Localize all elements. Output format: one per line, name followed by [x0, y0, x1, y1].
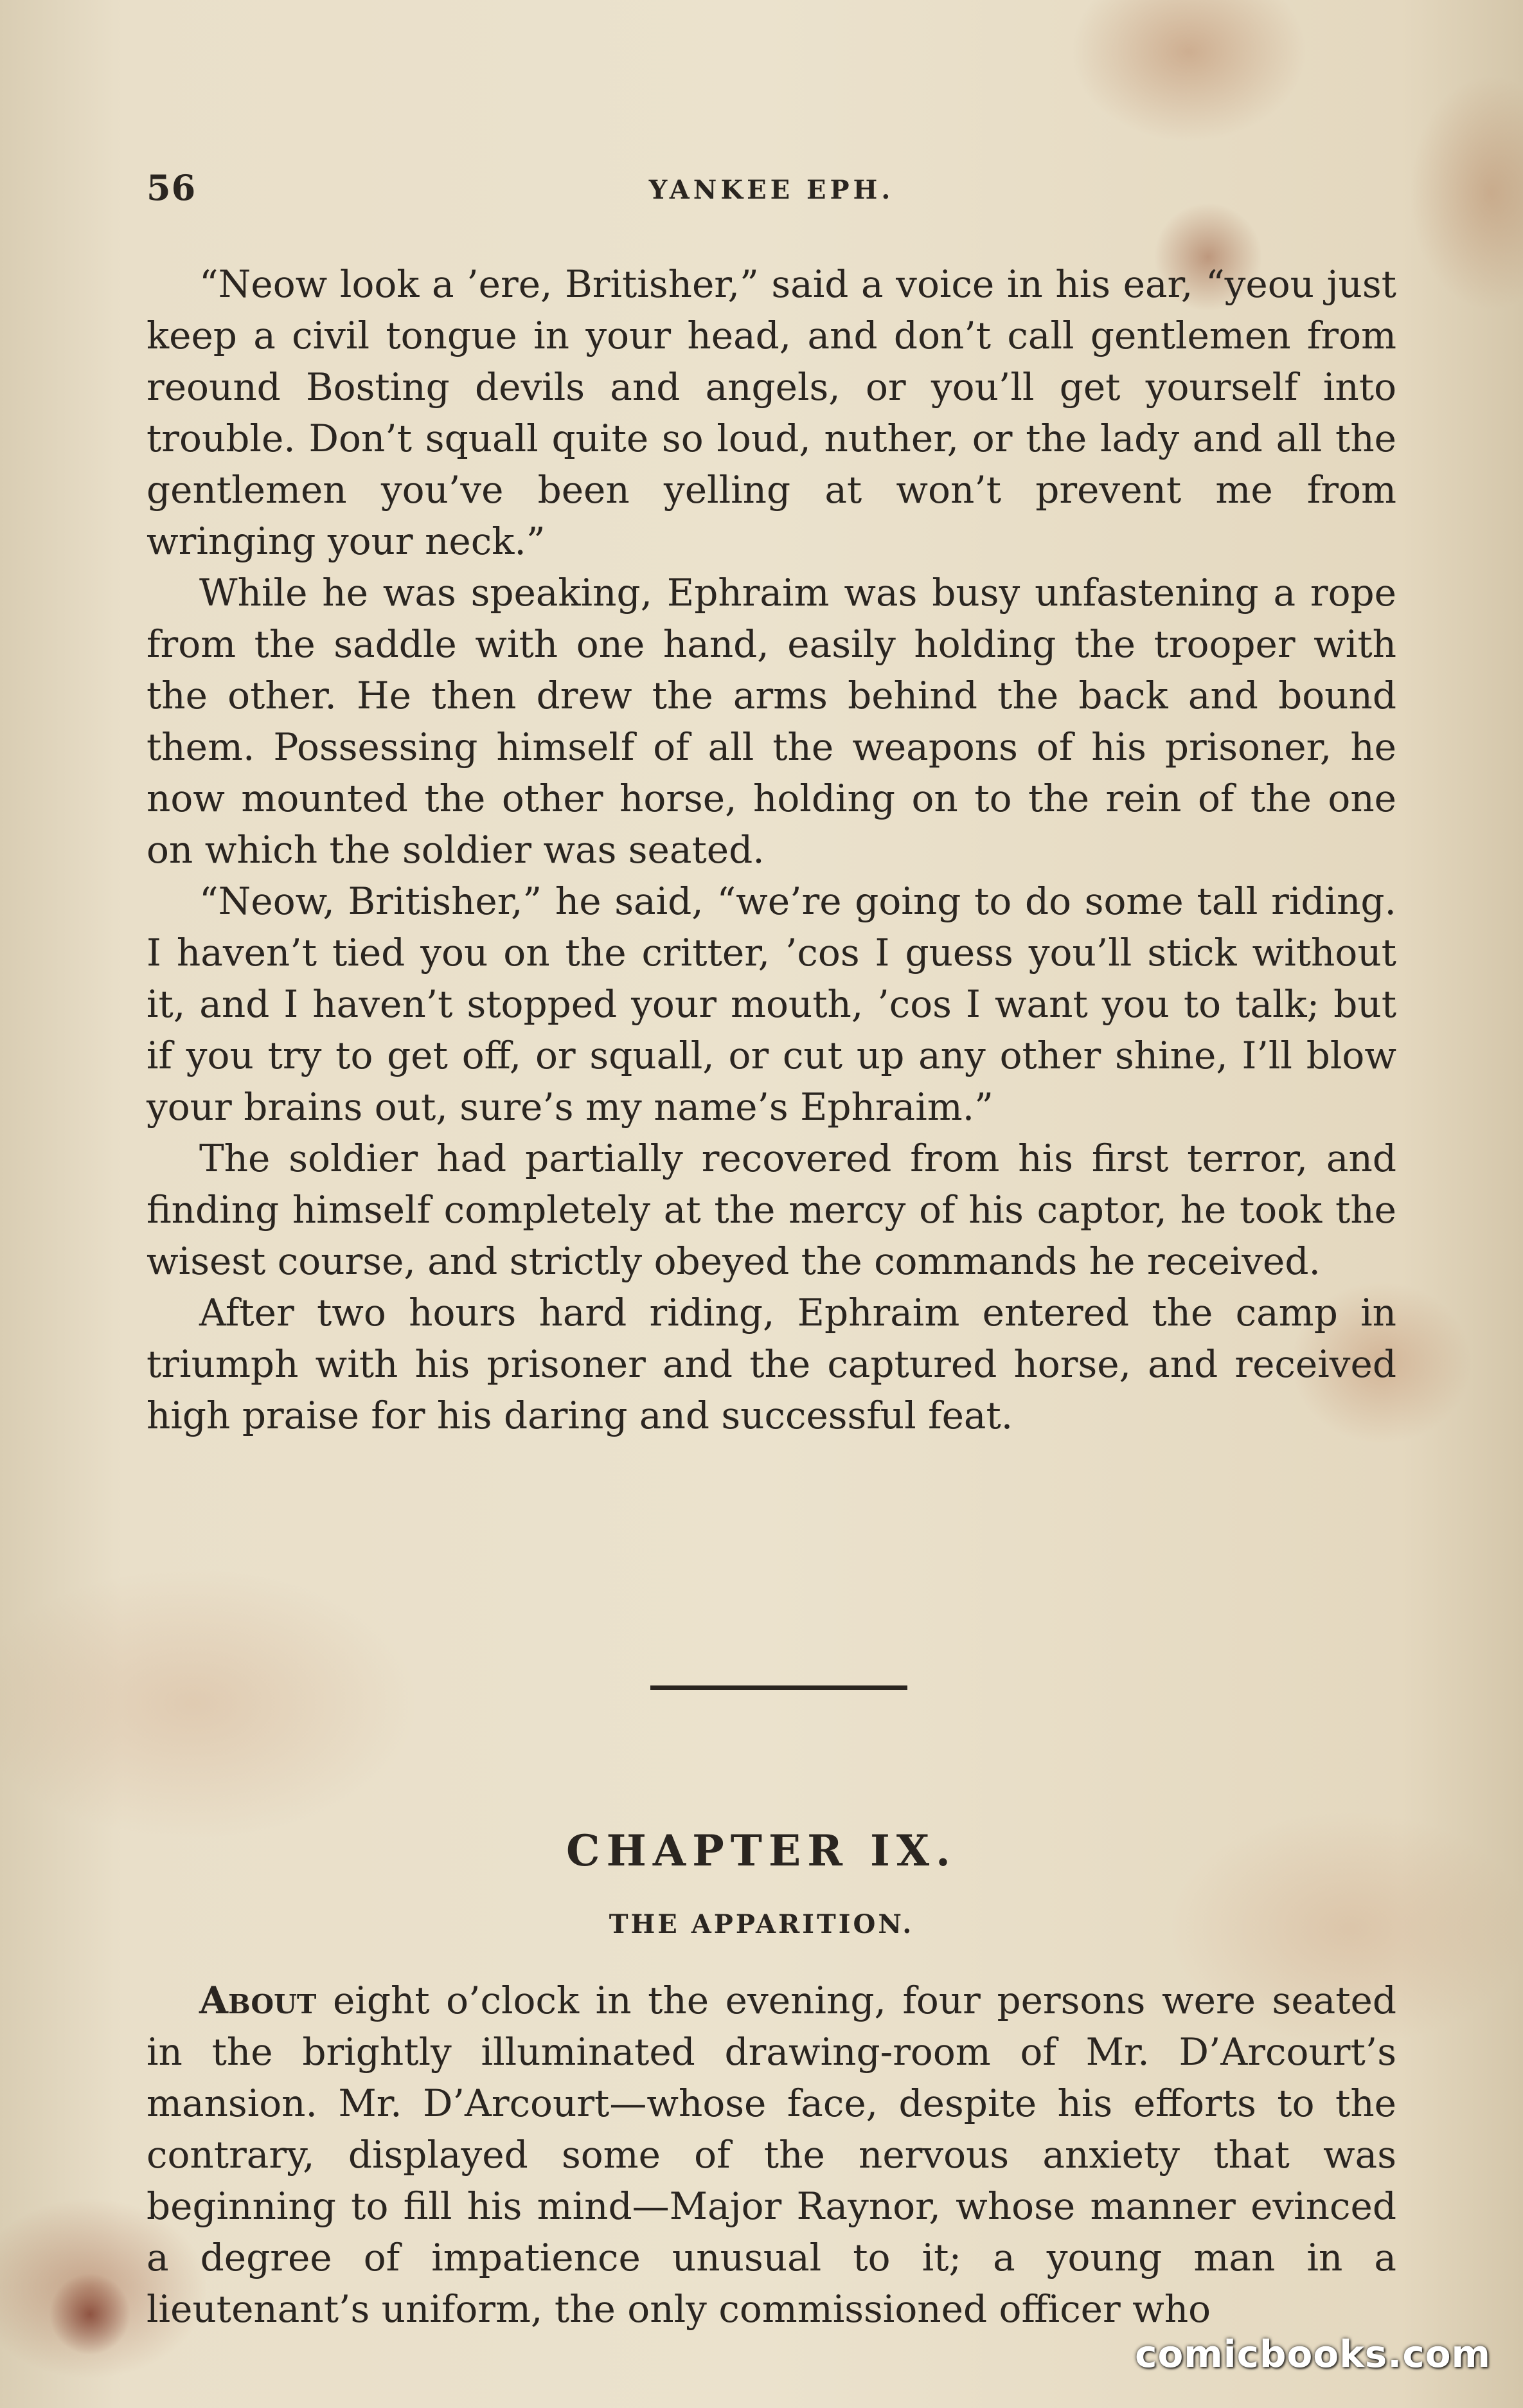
paragraph: While he was speaking, Ephraim was busy unfastening a rope from the saddle with one hand, easily holding the trooper with the other. He then drew the arms behind the back and bound them. Possessing himself of all the weapons of his prisoner, he now mounted the other horse, holding on to the rein of the one on which the soldier was seated.	[147, 571, 1396, 872]
page-number: 56	[147, 167, 197, 208]
chapter-title: CHAPTER IX.	[566, 1826, 957, 1876]
body-text	[147, 258, 1396, 1441]
paragraph: “Neow look a ’ere, Britisher,” said a voice in his ear, “yeou just keep a civil tongue in your head, and don’t call gentlemen from reound Bosting devils and angels, or you’ll get yourself into trouble. Don’t squall quite so loud, nuther, or the lady and all the gentlemen you’ve been yelling at won’t prevent me from wringing your neck.”	[147, 262, 1396, 563]
opening-text: eight o’clock in the evening, four persons were seated in the brightly illuminated drawing-room of Mr. D’Arcourt’s mansion. Mr. D’Arcourt—whose face, despite his efforts to the contrary, displayed some of the nervous anxiety that was beginning to fill his mind—Major Raynor, whose manner evinced a degree of impatience unusual to it; a young man in a lieutenant’s uniform, the only commissioned officer who	[147, 1979, 1396, 2331]
paragraph: The soldier had partially recovered from his first terror, and finding himself completely at the mercy of his captor, he took the wisest course, and strictly obeyed the commands he received.	[147, 1137, 1396, 1283]
paragraph: “Neow, Britisher,” he said, “we’re going to do some tall riding. I haven’t tied you on the critter, ’cos I guess you’ll stick without it, and I haven’t stopped your mouth, ’cos I want you to talk; but if you try to get off, or squall, or cut up any other shine, I’ll blow your brains out, sure’s my name’s Ephraim.”	[147, 879, 1396, 1129]
chapter-opening-paragraph	[147, 1975, 1396, 2335]
opening-word: About	[199, 1979, 317, 2022]
page-header	[147, 167, 1396, 212]
chapter-subtitle: THE APPARITION.	[609, 1909, 914, 1939]
section-divider	[650, 1685, 907, 1690]
watermark: comicbooks.com	[1135, 2332, 1491, 2376]
running-head: YANKEE EPH.	[648, 175, 895, 205]
chapter-text	[147, 1975, 1396, 2335]
paragraph: After two hours hard riding, Ephraim entered the camp in triumph with his prisoner and the captured horse, and received high praise for his daring and successful feat.	[147, 1291, 1396, 1437]
